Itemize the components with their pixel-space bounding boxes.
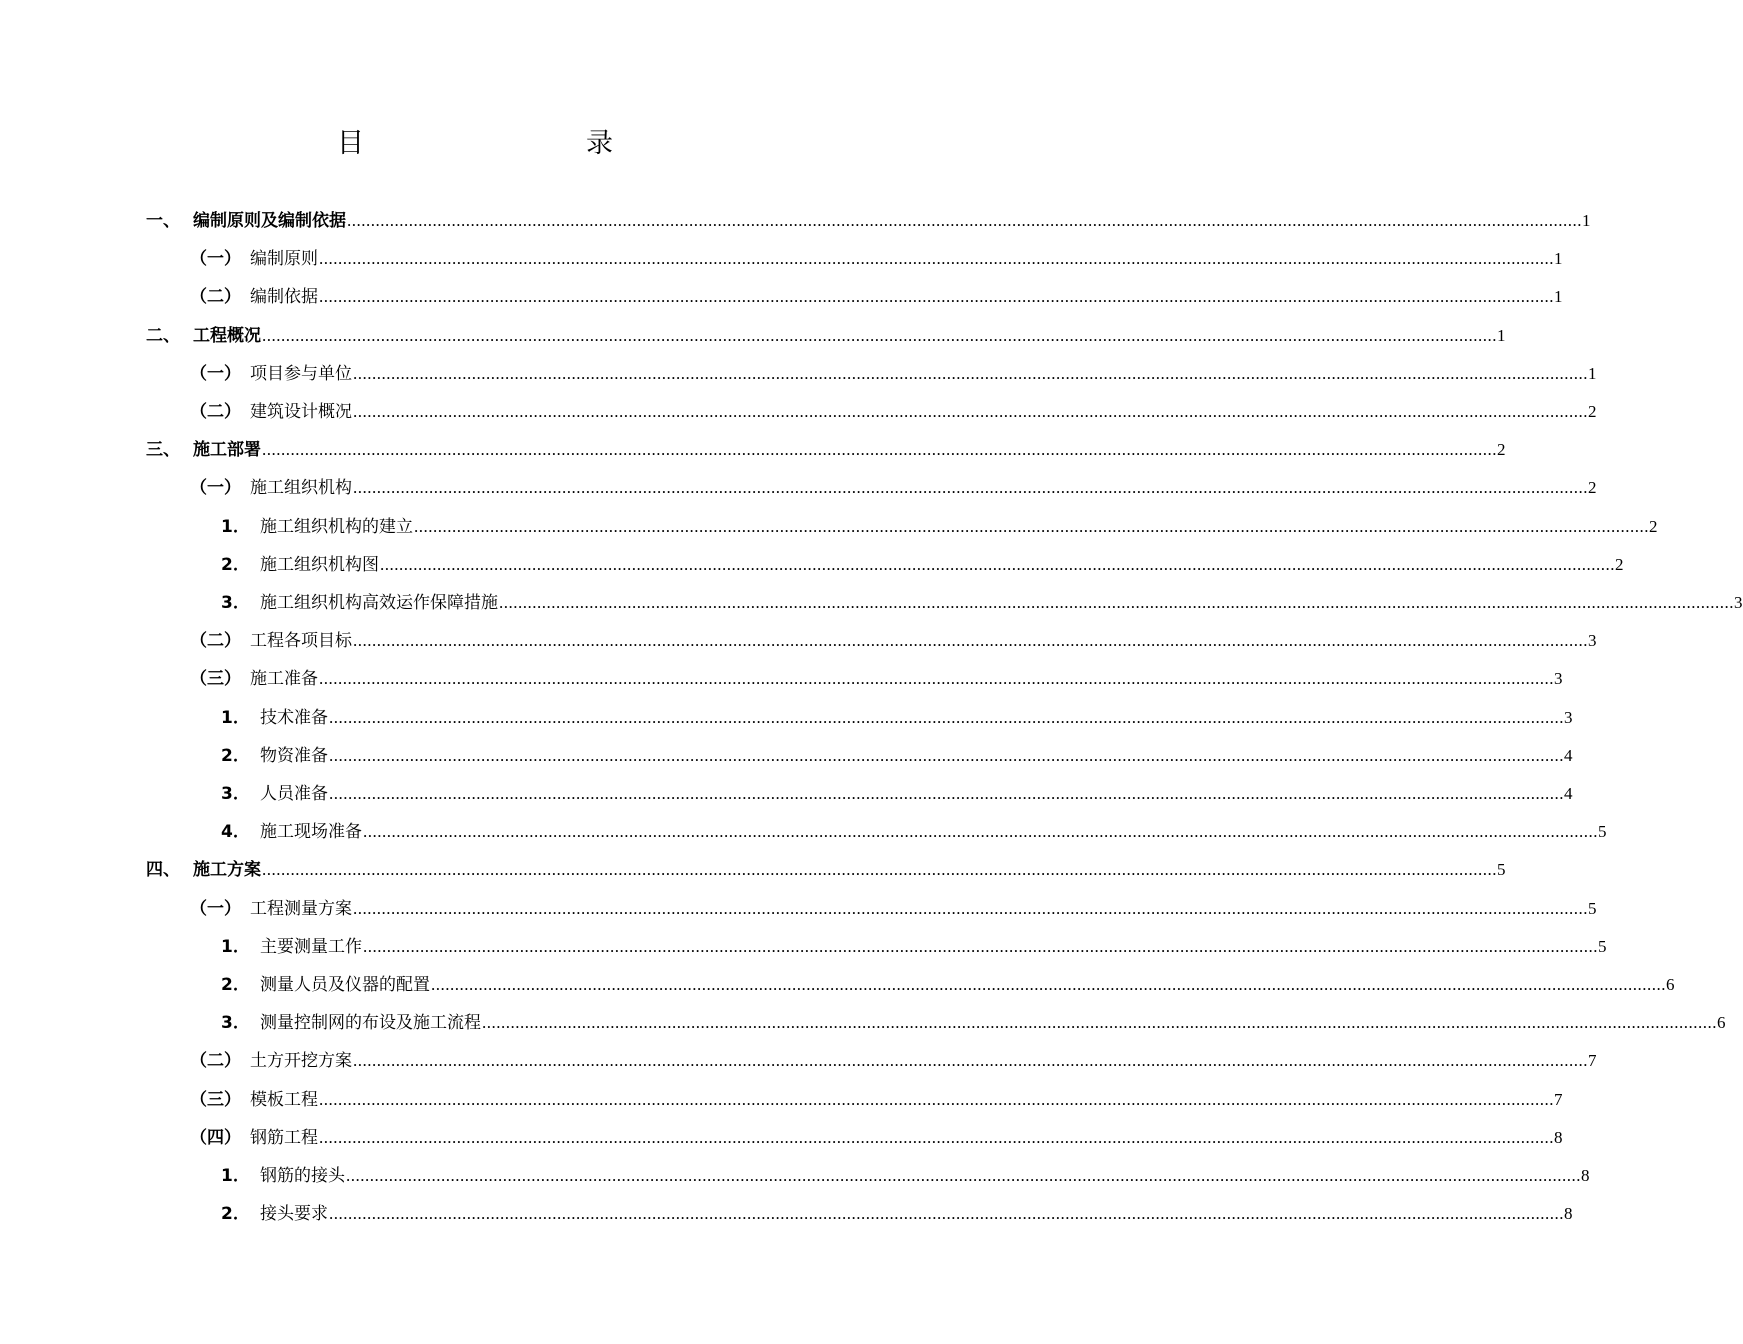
toc-entry-label: 施工组织机构的建立 (260, 516, 413, 537)
toc-entry-number: （一） (190, 363, 241, 384)
toc-entry[interactable] (0, 966, 1675, 1004)
toc-entry-number: （二） (190, 631, 241, 652)
toc-entry-label: 施工组织机构高效运作保障措施 (260, 593, 498, 613)
toc-entry-line (193, 202, 1591, 240)
dot-leader: .................................................................................................................................................................................................................................................................... (329, 1204, 1564, 1224)
dot-leader: .................................................................................................................................................................................................................................................................... (262, 860, 1497, 880)
toc-entry-page-number: 8 (1554, 1127, 1563, 1147)
toc-entry-page-number: 4 (1564, 745, 1573, 765)
toc-entry-line (260, 584, 1743, 622)
toc-entry-number: 1． (221, 707, 250, 728)
toc-entry-label: 模板工程 (250, 1089, 318, 1110)
toc-entry[interactable] (0, 584, 1743, 622)
toc-entry-line (250, 240, 1563, 278)
toc-entry-page-number: 1 (1554, 249, 1563, 269)
toc-entry[interactable] (0, 851, 1506, 889)
toc-entry-page-number: 2 (1649, 516, 1658, 536)
toc-entry[interactable] (0, 890, 1597, 928)
toc-entry-number: （二） (190, 1051, 241, 1072)
dot-leader: .................................................................................................................................................................................................................................................................... (353, 478, 1588, 498)
toc-entry-page-number: 1 (1588, 363, 1597, 383)
toc-entry-label: 测量控制网的布设及施工流程 (260, 1013, 481, 1034)
toc-entry-label: 土方开挖方案 (250, 1051, 352, 1072)
toc-entry-label: 测量人员及仪器的配置 (260, 975, 430, 995)
toc-entry-line (260, 813, 1607, 851)
dot-leader: .................................................................................................................................................................................................................................................................... (431, 975, 1666, 994)
toc-entry[interactable] (0, 508, 1658, 546)
toc-entry-label: 编制原则 (250, 249, 318, 270)
toc-entry-page-number: 3 (1554, 669, 1563, 689)
toc-entry[interactable] (0, 355, 1597, 393)
toc-entry[interactable] (0, 1195, 1573, 1233)
toc-entry-page-number: 2 (1588, 402, 1597, 421)
toc-entry-line (250, 393, 1597, 431)
toc-entry-line (250, 622, 1597, 660)
toc-entry-page-number: 7 (1588, 1051, 1597, 1071)
toc-entry[interactable] (0, 317, 1506, 355)
dot-leader: .................................................................................................................................................................................................................................................................... (353, 898, 1588, 918)
toc-entry-page-number: 5 (1497, 860, 1506, 880)
toc-entry-label: 施工组织机构图 (260, 554, 379, 575)
toc-entry-line (260, 928, 1607, 966)
toc-entry-line (260, 1195, 1573, 1233)
toc-entry-number: 2． (221, 554, 250, 575)
toc-entry[interactable] (0, 813, 1607, 851)
toc-entry-line (250, 278, 1563, 316)
toc-entry-number: （一） (190, 478, 241, 499)
toc-entry-number: 二、 (146, 325, 180, 346)
toc-entry-line (260, 508, 1658, 546)
toc-entry[interactable] (0, 737, 1573, 775)
toc-entry-number: （二） (190, 402, 241, 422)
toc-entry-page-number: 2 (1588, 478, 1597, 498)
toc-entry[interactable] (0, 546, 1624, 584)
toc-entry-line (193, 431, 1506, 469)
dot-leader: .................................................................................................................................................................................................................................................................... (319, 669, 1554, 689)
toc-entry-page-number: 4 (1564, 784, 1573, 803)
toc-entry[interactable] (0, 202, 1591, 240)
toc-entry-number: 2． (221, 975, 250, 995)
toc-entry-label: 施工准备 (250, 669, 318, 690)
toc-entry[interactable] (0, 1042, 1597, 1080)
toc-entry-page-number: 5 (1588, 898, 1597, 918)
toc-entry-page-number: 8 (1581, 1166, 1590, 1185)
toc-entry[interactable] (0, 699, 1573, 737)
toc-entry-page-number: 3 (1734, 593, 1743, 612)
toc-entry-number: （三） (190, 669, 241, 690)
dot-leader: .................................................................................................................................................................................................................................................................... (363, 822, 1598, 842)
toc-entry-label: 施工组织机构 (250, 478, 352, 499)
toc-entry-label: 编制原则及编制依据 (193, 211, 346, 231)
toc-entry-number: 2． (221, 745, 250, 766)
toc-entry-page-number: 6 (1666, 975, 1675, 994)
toc-entry[interactable] (0, 928, 1607, 966)
toc-entry-label: 主要测量工作 (260, 936, 362, 957)
toc-entry-page-number: 2 (1497, 440, 1506, 460)
toc-entry-number: 一、 (146, 211, 180, 231)
toc-entry-label: 技术准备 (260, 707, 328, 728)
dot-leader: .................................................................................................................................................................................................................................................................... (329, 784, 1564, 803)
toc-entry-line (260, 1004, 1726, 1042)
toc-entry-label: 钢筋工程 (250, 1127, 318, 1148)
toc-entry-number: 2． (221, 1204, 250, 1225)
toc-entry[interactable] (0, 775, 1573, 813)
toc-entry-number: （四） (190, 1127, 241, 1148)
toc-entry-number: （二） (190, 287, 241, 308)
toc-entry-number: 三、 (146, 440, 180, 461)
toc-entry-number: 四、 (146, 860, 180, 881)
toc-entry-page-number: 1 (1497, 325, 1506, 345)
dot-leader: .................................................................................................................................................................................................................................................................... (414, 516, 1649, 536)
toc-entry-number: （三） (190, 1089, 241, 1110)
toc-entry-page-number: 5 (1598, 936, 1607, 956)
toc-entry-number: 4． (221, 822, 250, 843)
dot-leader: .................................................................................................................................................................................................................................................................... (380, 554, 1615, 574)
toc-entry[interactable] (0, 469, 1597, 507)
toc-entry[interactable] (0, 1157, 1590, 1195)
toc-entry[interactable] (0, 622, 1597, 660)
dot-leader: .................................................................................................................................................................................................................................................................... (353, 631, 1588, 651)
toc-entry-line (260, 775, 1573, 813)
toc-entry-label: 工程各项目标 (250, 631, 352, 652)
toc-entry-label: 施工部署 (193, 440, 261, 461)
toc-entry-line (193, 851, 1506, 889)
toc-entry-label: 施工现场准备 (260, 822, 362, 843)
dot-leader: .................................................................................................................................................................................................................................................................... (347, 211, 1582, 230)
toc-entry-line (250, 1119, 1563, 1157)
dot-leader: .................................................................................................................................................................................................................................................................... (346, 1166, 1581, 1185)
toc-entry[interactable] (0, 1004, 1726, 1042)
toc-entry-number: （一） (190, 898, 241, 919)
dot-leader: .................................................................................................................................................................................................................................................................... (319, 249, 1554, 269)
toc-entry-number: 3． (221, 784, 250, 804)
toc-entry-line (250, 355, 1597, 393)
dot-leader: .................................................................................................................................................................................................................................................................... (353, 1051, 1588, 1071)
toc-entry[interactable] (0, 660, 1563, 698)
toc-entry-label: 施工方案 (193, 860, 261, 881)
dot-leader: .................................................................................................................................................................................................................................................................... (482, 1013, 1717, 1033)
toc-entry-number: 3． (221, 1013, 250, 1034)
toc-entry-line (260, 699, 1573, 737)
toc-entry-page-number: 5 (1598, 822, 1607, 842)
toc-entry-line (260, 546, 1624, 584)
toc-entry[interactable] (0, 1081, 1563, 1119)
toc-entry-line (260, 966, 1675, 1004)
toc-entry-page-number: 1 (1554, 287, 1563, 307)
toc-entry-label: 接头要求 (260, 1204, 328, 1225)
toc-entry-label: 编制依据 (250, 287, 318, 308)
toc-entry-label: 人员准备 (260, 784, 328, 804)
toc-entry-number: 3． (221, 593, 250, 613)
toc-entry-label: 建筑设计概况 (250, 402, 352, 422)
toc-entry[interactable] (0, 431, 1506, 469)
toc-entry-page-number: 3 (1588, 631, 1597, 651)
toc-entry[interactable] (0, 1119, 1563, 1157)
toc-entry-label: 物资准备 (260, 745, 328, 766)
page-title: 目 录 (337, 128, 669, 159)
toc-entry[interactable] (0, 240, 1563, 278)
dot-leader: .................................................................................................................................................................................................................................................................... (329, 707, 1564, 727)
dot-leader: .................................................................................................................................................................................................................................................................... (319, 1127, 1554, 1147)
dot-leader: .................................................................................................................................................................................................................................................................... (262, 325, 1497, 345)
toc-entry-number: 1． (221, 516, 250, 537)
toc-entry-line (260, 737, 1573, 775)
dot-leader: .................................................................................................................................................................................................................................................................... (353, 402, 1588, 421)
toc-entry-page-number: 7 (1554, 1089, 1563, 1109)
toc-entry[interactable] (0, 278, 1563, 316)
toc-entry-page-number: 3 (1564, 707, 1573, 727)
toc-entry-line (250, 660, 1563, 698)
dot-leader: .................................................................................................................................................................................................................................................................... (353, 363, 1588, 383)
toc-entry-line (193, 317, 1506, 355)
toc-entry-label: 工程概况 (193, 325, 261, 346)
dot-leader: .................................................................................................................................................................................................................................................................... (499, 593, 1734, 612)
toc-entry-label: 工程测量方案 (250, 898, 352, 919)
toc-entry-label: 项目参与单位 (250, 363, 352, 384)
toc-entry-line (250, 1081, 1563, 1119)
toc-entry-page-number: 1 (1582, 211, 1591, 230)
toc-entry-label: 钢筋的接头 (260, 1166, 345, 1186)
dot-leader: .................................................................................................................................................................................................................................................................... (363, 936, 1598, 956)
toc-entry-line (250, 469, 1597, 507)
dot-leader: .................................................................................................................................................................................................................................................................... (329, 745, 1564, 765)
dot-leader: .................................................................................................................................................................................................................................................................... (319, 1089, 1554, 1109)
dot-leader: .................................................................................................................................................................................................................................................................... (319, 287, 1554, 307)
toc-entry-line (250, 1042, 1597, 1080)
toc-entry-line (260, 1157, 1590, 1195)
toc-entry-line (250, 890, 1597, 928)
toc-entry-number: 1． (221, 936, 250, 957)
toc-entry-number: 1． (221, 1166, 250, 1186)
toc-entry-page-number: 6 (1717, 1013, 1726, 1033)
toc-entry-page-number: 8 (1564, 1204, 1573, 1224)
toc-entry-number: （一） (190, 249, 241, 270)
toc-entry-page-number: 2 (1615, 554, 1624, 574)
dot-leader: .................................................................................................................................................................................................................................................................... (262, 440, 1497, 460)
toc-entry[interactable] (0, 393, 1597, 431)
